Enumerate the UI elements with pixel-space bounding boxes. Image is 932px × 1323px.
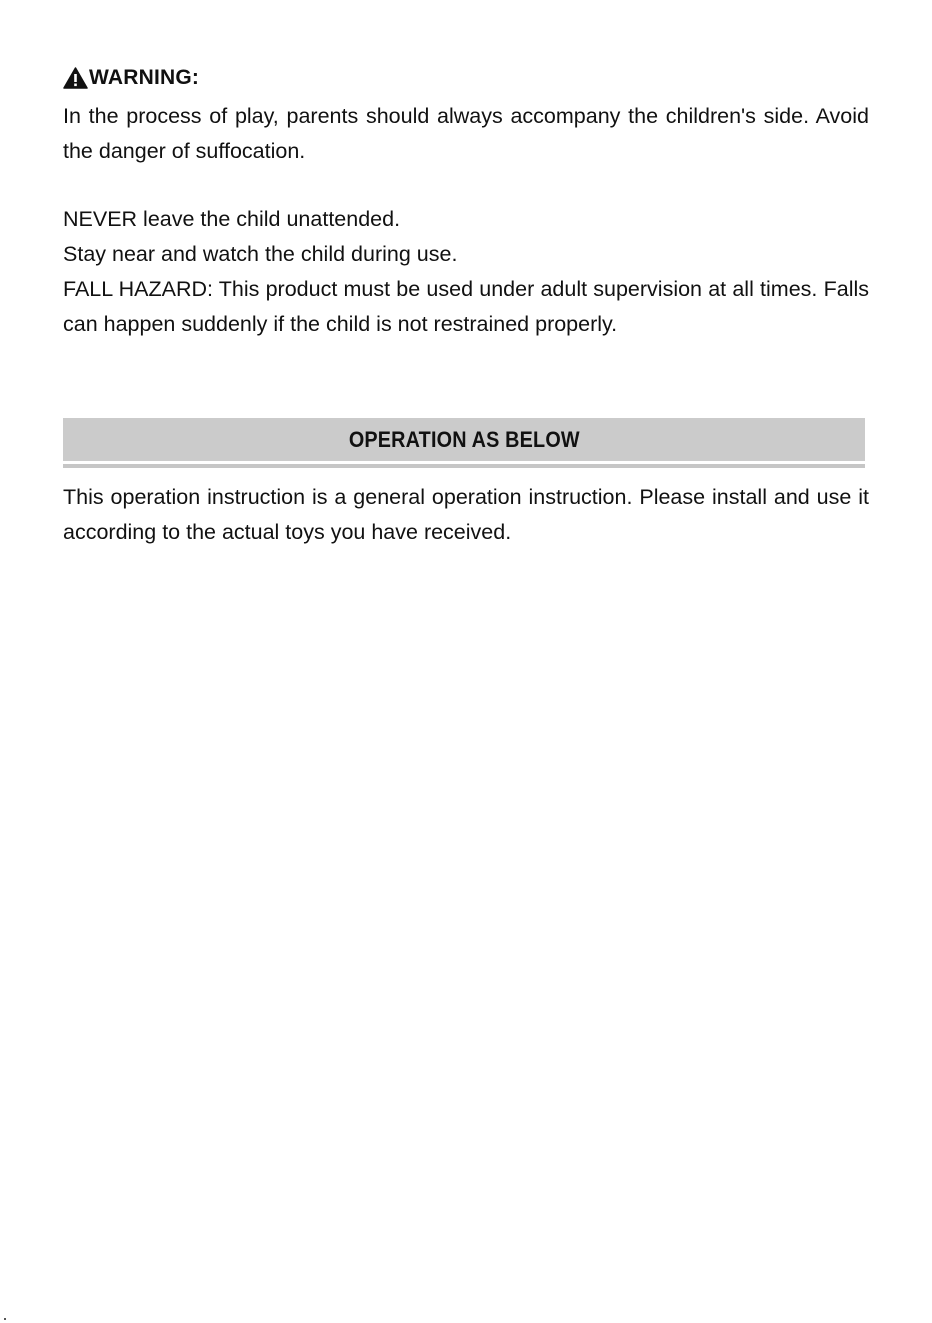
- stay-near-text: Stay near and watch the child during use.: [63, 242, 458, 266]
- operation-paragraph: This operation instruction is a general operation instruction. Please install and use it according to the actual toys you have received.: [63, 485, 869, 544]
- warning-heading: [63, 63, 199, 93]
- never-unattended-text: NEVER leave the child unattended.: [63, 207, 401, 231]
- warning-paragraph: In the process of play, parents should always accompany the children's side. Avoid the danger of suffocation.: [63, 104, 869, 163]
- warning-triangle-icon: [63, 67, 88, 89]
- fall-hazard-paragraph: FALL HAZARD: This product must be used under adult supervision at all times. Falls can happen suddenly if the child is not restrained properly.: [63, 277, 869, 336]
- warning-heading-text: WARNING:: [89, 66, 200, 89]
- section-divider: [63, 464, 865, 468]
- page-corner-mark: [4, 1318, 6, 1320]
- operation-section-header: [63, 418, 865, 461]
- section-title: OPERATION AS BELOW: [348, 426, 580, 452]
